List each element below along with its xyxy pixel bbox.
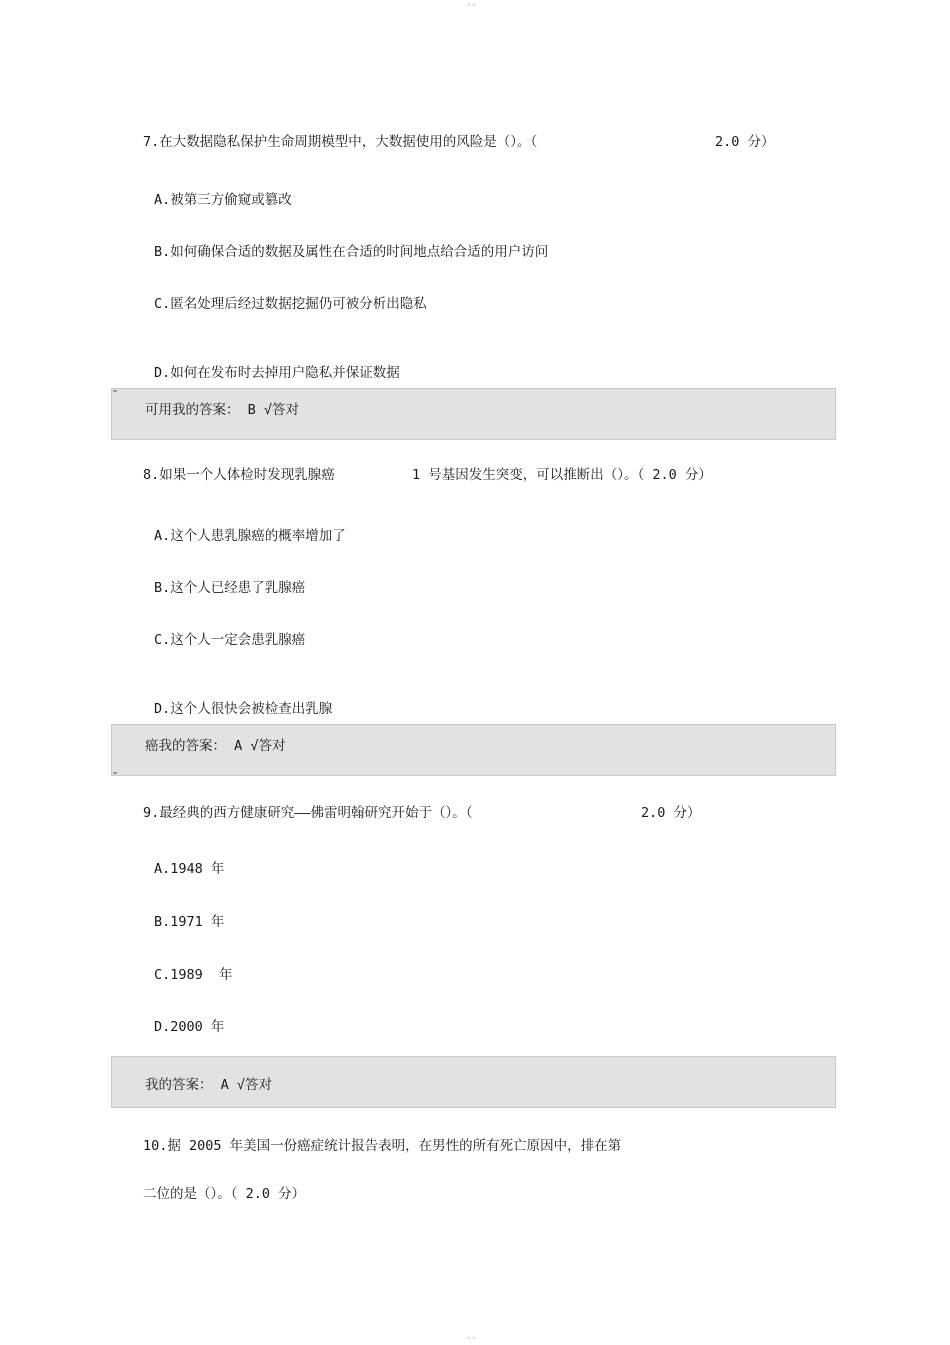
question-7-answer-box bbox=[111, 388, 836, 440]
question-8-answer-box bbox=[111, 724, 836, 776]
question-7-option-d[interactable]: D.如何在发布时去掉用户隐私并保证数据 bbox=[154, 365, 400, 381]
question-9-score: 2.0 分） bbox=[641, 805, 701, 821]
page-footer-mark: -- bbox=[466, 1333, 477, 1343]
question-8-answer: 癌我的答案： A √答对 bbox=[145, 738, 286, 754]
page-header-mark: -- bbox=[466, 0, 477, 10]
question-7-option-c[interactable]: C.匿名处理后经过数据挖掘仍可被分析出隐私 bbox=[154, 296, 427, 312]
question-8-option-a[interactable]: A.这个人患乳腺癌的概率增加了 bbox=[154, 528, 346, 544]
question-10-text-continued: 二位的是（）。（ 2.0 分） bbox=[143, 1186, 306, 1202]
question-8-option-d[interactable]: D.这个人很快会被检查出乳腺 bbox=[154, 701, 333, 717]
question-10-text: 10.据 2005 年美国一份癌症统计报告表明，在男性的所有死亡原因中，排在第 bbox=[143, 1138, 622, 1154]
question-7-option-b[interactable]: B.如何确保合适的数据及属性在合适的时间地点给合适的用户访问 bbox=[154, 244, 549, 260]
question-8-option-b[interactable]: B.这个人已经患了乳腺癌 bbox=[154, 580, 306, 596]
question-7-option-a[interactable]: A.被第三方偷窥或篡改 bbox=[154, 192, 292, 208]
question-9-answer-box bbox=[111, 1056, 836, 1108]
question-9-option-d[interactable]: D.2000 年 bbox=[154, 1019, 225, 1035]
corner-mark bbox=[113, 772, 117, 774]
question-7-text: 7.在大数据隐私保护生命周期模型中，大数据使用的风险是（）。（ bbox=[143, 134, 538, 150]
question-9-text: 9.最经典的西方健康研究——佛雷明翰研究开始于（）。（ bbox=[143, 805, 473, 821]
question-8-option-c[interactable]: C.这个人一定会患乳腺癌 bbox=[154, 632, 306, 648]
question-7-answer: 可用我的答案： B √答对 bbox=[145, 402, 300, 418]
question-8-text: 8.如果一个人体检时发现乳腺癌 bbox=[143, 467, 335, 483]
corner-mark bbox=[113, 390, 117, 392]
question-9-option-a[interactable]: A.1948 年 bbox=[154, 861, 225, 877]
question-9-option-b[interactable]: B.1971 年 bbox=[154, 914, 225, 930]
question-9-answer: 我的答案： A √答对 bbox=[145, 1077, 273, 1093]
question-9-option-c[interactable]: C.1989 年 bbox=[154, 967, 233, 983]
question-8-text-continued: 1 号基因发生突变，可以推断出（）。（ 2.0 分） bbox=[412, 467, 712, 483]
question-7-score: 2.0 分） bbox=[715, 134, 775, 150]
